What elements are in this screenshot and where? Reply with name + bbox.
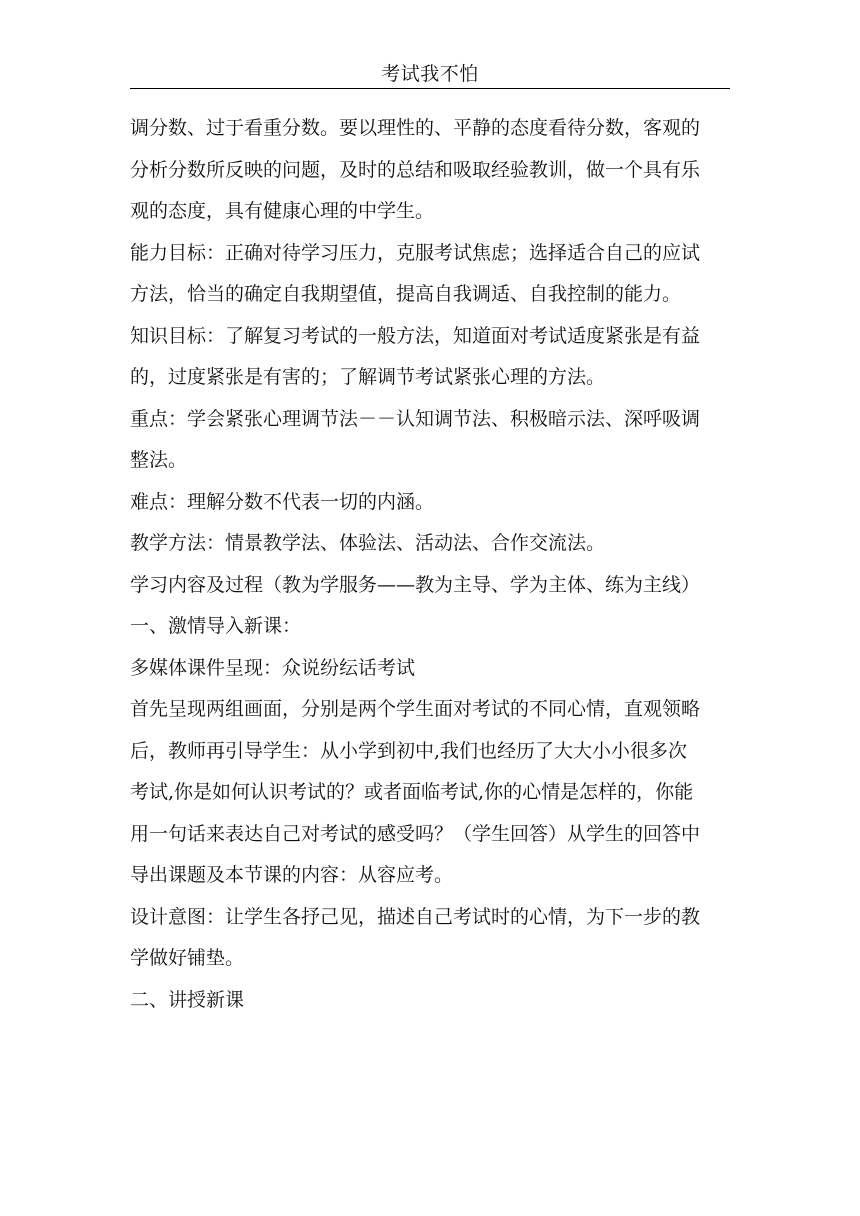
text-line: 分析分数所反映的问题，及时的总结和吸取经验教训，做一个具有乐 xyxy=(130,158,701,181)
text-line: 能力目标：正确对待学习压力，克服考试焦虑；选择适合自己的应试 xyxy=(130,241,701,264)
text-line: 用一句话来表达自己对考试的感受吗？（学生回答）从学生的回答中 xyxy=(130,822,701,845)
text-line: 后，教师再引导学生：从小学到初中,我们也经历了大大小小很多次 xyxy=(130,739,688,762)
text-line: 学做好铺垫。 xyxy=(130,947,245,969)
text-line: 方法，恰当的确定自我期望值，提高自我调适、自我控制的能力。 xyxy=(130,283,682,305)
text-line: 难点：理解分数不代表一切的内涵。 xyxy=(130,490,435,513)
text-line: 一、激情导入新课： xyxy=(130,615,302,637)
text-line: 多媒体课件呈现：众说纷纭话考试 xyxy=(130,656,416,679)
text-line: 学习内容及过程（教为学服务——教为主导、学为主体、练为主线） xyxy=(130,573,701,596)
text-line: 设计意图：让学生各抒己见，描述自己考试时的心情，为下一步的教 xyxy=(130,905,701,928)
text-line: 导出课题及本节课的内容：从容应考。 xyxy=(130,864,454,886)
header-title: 考试我不怕 xyxy=(381,63,479,85)
text-line: 教学方法：情景教学法、体验法、活动法、合作交流法。 xyxy=(130,532,606,554)
text-line: 整法。 xyxy=(130,449,188,471)
page-header xyxy=(130,58,730,89)
text-line: 调分数、过于看重分数。要以理性的、平静的态度看待分数，客观的 xyxy=(130,117,701,139)
text-line: 知识目标：了解复习考试的一般方法，知道面对考试适度紧张是有益 xyxy=(130,324,701,347)
document-body xyxy=(130,108,730,1021)
text-line: 重点：学会紧张心理调节法－－认知调节法、积极暗示法、深呼吸调 xyxy=(130,407,701,430)
text-line: 首先呈现两组画面，分别是两个学生面对考试的不同心情，直观领略 xyxy=(130,698,701,720)
text-line: 的，过度紧张是有害的；了解调节考试紧张心理的方法。 xyxy=(130,366,606,388)
text-line: 考试,你是如何认识考试的？或者面临考试,你的心情是怎样的，你能 xyxy=(130,781,694,803)
text-line: 二、讲授新课 xyxy=(130,988,245,1011)
text-line: 观的态度，具有健康心理的中学生。 xyxy=(130,200,435,222)
